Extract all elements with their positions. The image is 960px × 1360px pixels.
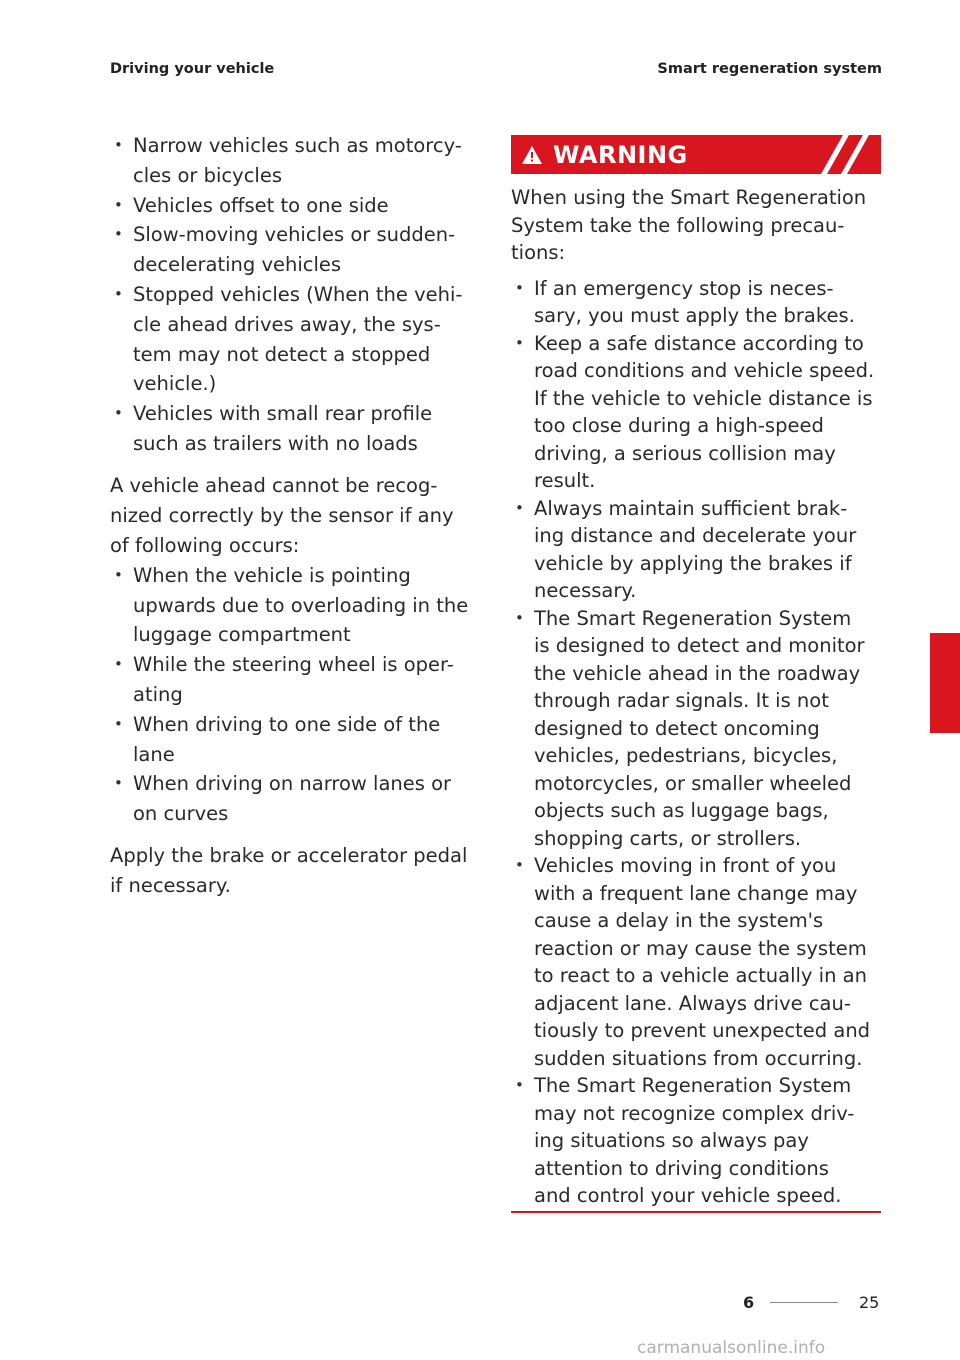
running-header-topic: Smart regeneration system [657,61,882,77]
left-column [110,131,482,901]
list-item: • Slow-moving vehicles or sudden- decelerating vehicles [110,220,482,280]
list-item: • Vehicles offset to one side [110,191,482,221]
warning-intro: When using the Smart Regeneration System take the following precau- tions: [511,186,867,264]
warning-precautions-list [511,275,881,1210]
warning-bottom-rule [511,1211,881,1213]
warning-box [511,135,881,1210]
pedal-paragraph: Apply the brake or accelerator pedal if necessary. [110,843,468,897]
list-item: • Stopped vehicles (When the vehi- cle ahead drives away, the sys- tem may not detect a stopped vehicle.) [110,280,482,399]
list-item: • The Smart Regeneration System is designed to detect and monitor the vehicle ahead in the roadway through radar signals. It is not designed to detect oncoming vehicles, pedestrians, bicycles, motorcycles, or smaller wheeled objects such as luggage bags, shopping carts, or strollers. [511,605,881,853]
warning-title: WARNING [553,140,688,169]
list-item: • The Smart Regeneration System may not recognize complex driv- ing situations so always pay attention to driving conditions and control your vehicle speed. [511,1072,881,1210]
list-item: • Always maintain sufficient brak- ing distance and decelerate your vehicle by applying the brakes if necessary. [511,495,881,605]
list-item: • Vehicles moving in front of you with a frequent lane change may cause a delay in the system's reaction or may cause the system to react to a vehicle actually in an adjacent lane. Always drive cau- tiously to prevent unexpected and sudden situations from occurring. [511,852,881,1072]
list-item: • When driving to one side of the lane [110,710,482,770]
footer-chapter-number: 6 [743,1293,755,1312]
list-item: • While the steering wheel is oper- ating [110,650,482,710]
recognition-paragraph: A vehicle ahead cannot be recog- nized correctly by the sensor if any of following occurs: [110,473,454,557]
list-item: • Vehicles with small rear profile such as trailers with no loads [110,399,482,459]
warning-stripes-icon [801,135,881,174]
undetected-vehicles-list [110,131,482,459]
footer-divider [770,1302,838,1303]
list-item: • When driving on narrow lanes or on curves [110,769,482,829]
warning-triangle-icon [521,145,543,165]
list-item: • Narrow vehicles such as motorcy- cles or bicycles [110,131,482,191]
list-item: • When the vehicle is pointing upwards due to overloading in the luggage compartment [110,561,482,650]
watermark: carmanualsonline.info [637,1338,826,1358]
recognition-conditions-list [110,561,482,829]
list-item: • If an emergency stop is neces- sary, you must apply the brakes. [511,275,881,330]
warning-header [511,135,881,174]
chapter-side-number: 6 [943,712,956,733]
footer-page-number: 25 [859,1293,880,1312]
running-header-section: Driving your vehicle [110,61,275,77]
list-item: • Keep a safe distance according to road conditions and vehicle speed. If the vehicle to vehicle distance is too close during a high-speed driving, a serious collision may result. [511,330,881,495]
